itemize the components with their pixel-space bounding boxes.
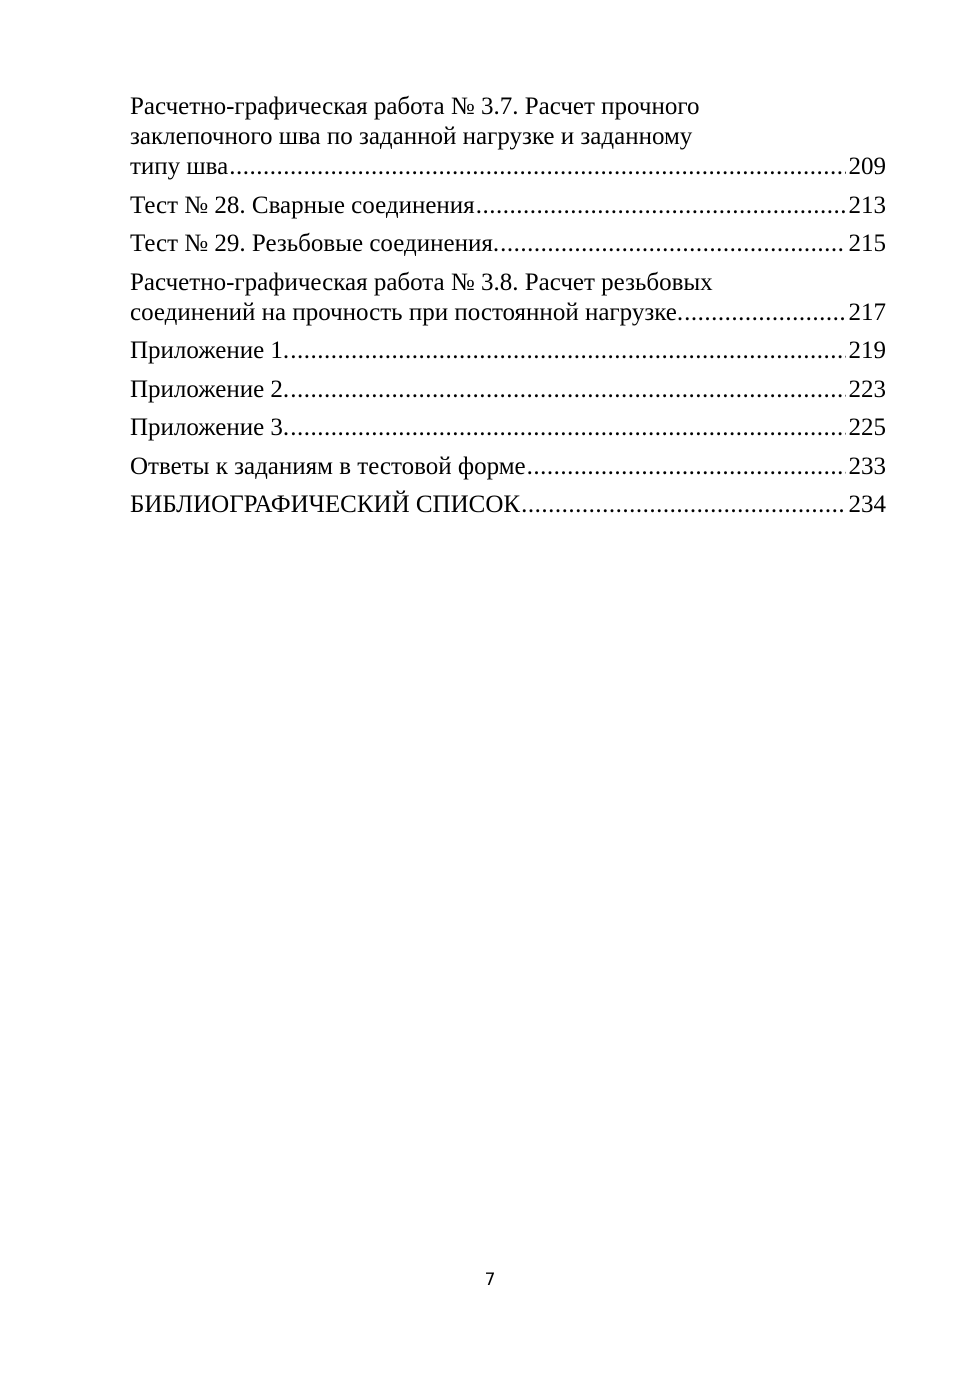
toc-entry-rgr-3-7[interactable]	[130, 92, 886, 182]
toc-entry-bibliography[interactable]	[130, 490, 886, 520]
dot-leader	[684, 298, 845, 328]
toc-page-number: 233	[848, 452, 886, 480]
dot-leader	[527, 452, 846, 482]
toc-page-number: 225	[848, 414, 886, 441]
toc-entry-rgr-3-8[interactable]	[130, 268, 886, 328]
toc-page-number: 209	[848, 153, 886, 180]
toc-entry-title: соединений на прочность при постоянной нагрузке.	[130, 298, 684, 326]
toc-entry-test-28[interactable]	[130, 191, 886, 221]
toc-page-number: 215	[848, 230, 886, 257]
dot-leader	[229, 152, 845, 182]
table-of-contents	[130, 92, 886, 529]
toc-entry-title-line: Расчетно-графическая работа № 3.7. Расчет прочного	[130, 93, 700, 120]
dot-leader	[290, 375, 845, 405]
toc-entry-title: Приложение 1.	[130, 337, 290, 364]
dot-leader	[521, 490, 845, 520]
dot-leader	[500, 229, 845, 259]
dot-leader	[476, 191, 846, 221]
toc-entry-title: БИБЛИОГРАФИЧЕСКИЙ СПИСОК	[130, 491, 521, 518]
page-number: 7	[484, 1270, 496, 1290]
toc-entry-title: Тест № 28. Сварные соединения	[130, 191, 475, 219]
toc-entry-appendix-3[interactable]	[130, 413, 886, 443]
toc-entry-test-29[interactable]	[130, 229, 886, 259]
toc-entry-title: Ответы к заданиям в тестовой форме	[130, 452, 526, 480]
dot-leader	[290, 413, 845, 443]
toc-entry-title-line: Расчетно-графическая работа № 3.8. Расчет резьбовых	[130, 268, 713, 296]
toc-entry-title: типу шва	[130, 153, 229, 180]
toc-page-number: 234	[848, 491, 886, 518]
toc-page-number: 217	[848, 298, 886, 326]
toc-page-number: 223	[848, 375, 886, 403]
toc-page-number: 213	[848, 191, 886, 219]
toc-page-number: 219	[848, 337, 886, 364]
toc-entry-answers[interactable]	[130, 452, 886, 482]
toc-entry-title: Приложение 3.	[130, 414, 290, 441]
toc-entry-title: Тест № 29. Резьбовые соединения.	[130, 230, 500, 257]
toc-entry-title-line: заклепочного шва по заданной нагрузке и заданному	[130, 123, 693, 150]
toc-entry-appendix-2[interactable]	[130, 375, 886, 405]
toc-entry-appendix-1[interactable]	[130, 336, 886, 366]
toc-entry-title: Приложение 2.	[130, 375, 290, 403]
dot-leader	[290, 336, 845, 366]
